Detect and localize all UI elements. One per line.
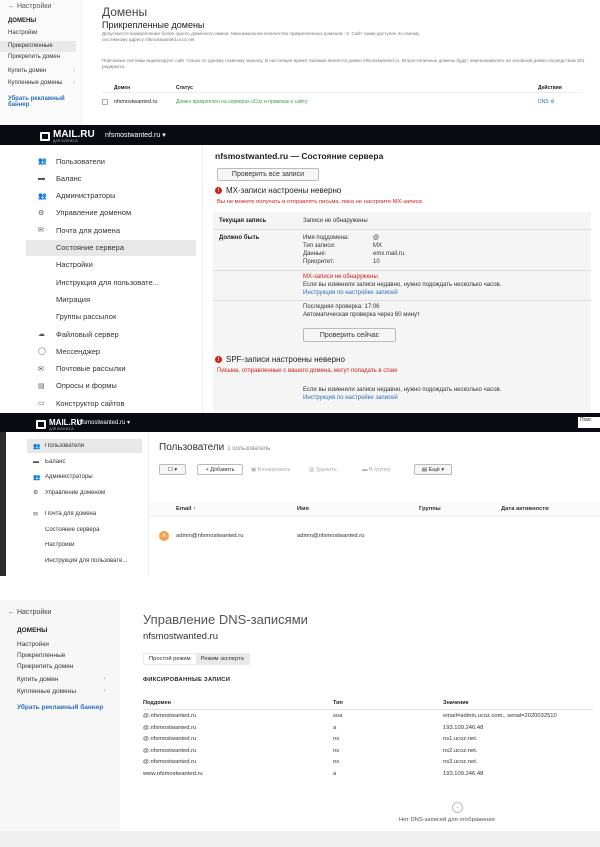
field-data-value: emx.mail.ru. xyxy=(373,251,406,257)
logo-subtext: ДЛЯ БИЗНЕСА xyxy=(49,427,74,431)
spf-warning: Письма, отправленные с вашего домена, могут попадать в спам xyxy=(217,368,397,374)
mx-error-title: MX-записи настроены неверно xyxy=(226,186,342,195)
page-title: nfsmostwanted.ru — Состояние сервера xyxy=(215,151,384,161)
divider xyxy=(213,270,591,271)
sidebar-section-title: ДОМЕНЫ xyxy=(8,18,37,24)
check-all-button[interactable]: Проверить все записи xyxy=(217,168,319,181)
domain-name: nfsmostwanted.ru xyxy=(143,631,218,642)
section-title: Прикрепленные домены xyxy=(102,20,205,30)
more-icon: ▤ xyxy=(421,466,428,473)
logo-mark-icon xyxy=(36,420,46,429)
description: Допускается прикрепление более одного доменного имени. Максимальное количество прикрепленных доменов - 5. Сайт также доступен по своему системному адресу nfsmostwanted.ucoz.net xyxy=(102,31,420,42)
page-title xyxy=(159,442,270,453)
user-email[interactable]: admin@nfsmostwanted.ru xyxy=(176,533,244,539)
remove-banner-link[interactable]: Убрать рекламный баннер xyxy=(8,96,65,108)
tab-expert-mode[interactable]: Режим эксперта xyxy=(200,656,244,662)
col-email[interactable]: Email ↑ xyxy=(176,506,196,512)
should-be-label: Должно быть xyxy=(219,235,260,241)
divider xyxy=(143,709,593,710)
site-icon: ▭ xyxy=(38,400,45,408)
sidebar-item[interactable] xyxy=(26,222,196,238)
folder-icon: ▬ xyxy=(362,466,368,473)
chat-icon: ◯ xyxy=(38,348,46,356)
sidebar-item[interactable] xyxy=(26,170,196,186)
sidebar-item[interactable] xyxy=(26,378,196,394)
logo-text: MAIL.RU xyxy=(49,418,83,427)
footer xyxy=(0,831,600,847)
trash-icon: ▥ xyxy=(309,466,315,473)
mailing-icon: ✉ xyxy=(38,365,44,373)
record-value: email=admin.ucoz.com., serial=2020032510 xyxy=(443,713,557,719)
record-subdomain: @.nfsmostwanted.ru xyxy=(143,747,197,754)
back-link[interactable]: ← Настройки xyxy=(8,609,52,616)
sidebar-item-label: Пользователи xyxy=(45,443,85,449)
delete-button[interactable] xyxy=(309,464,337,475)
sidebar-item-label: Администраторы xyxy=(56,191,116,201)
sidebar-item[interactable] xyxy=(27,554,142,568)
record-subdomain: @.nfsmostwanted.ru xyxy=(143,759,197,765)
field-subdomain-value: @ xyxy=(373,235,380,241)
mail-icon: ✉ xyxy=(38,227,44,235)
left-gutter xyxy=(0,145,26,413)
menu-icon: ⚙ xyxy=(33,490,39,496)
poll-icon: ▤ xyxy=(38,382,45,390)
field-data-label: Данные: xyxy=(303,251,327,257)
sidebar-item[interactable] xyxy=(26,274,196,290)
sidebar-item-label: Пользователи xyxy=(56,156,105,166)
sidebar-item-label: Файловый сервер xyxy=(56,329,119,339)
record-subdomain: @.nfsmostwanted.ru xyxy=(143,713,197,719)
row-checkbox[interactable] xyxy=(102,99,108,105)
logo-text: MAIL.RU xyxy=(53,129,95,140)
last-check: Последняя проверка: 17:06 xyxy=(303,304,380,310)
domain-selector[interactable]: nfsmostwanted.ru ▾ xyxy=(78,420,131,426)
field-subdomain-label: Имя поддомена: xyxy=(303,235,349,241)
page-title: Домены xyxy=(102,5,148,19)
sidebar-item[interactable] xyxy=(26,205,196,221)
empty-message: Нет DNS-записей для отображения xyxy=(399,817,495,823)
gear-icon: ⚙ xyxy=(38,209,45,217)
users-icon: 👥 xyxy=(38,158,47,165)
domain-selector[interactable]: nfsmostwanted.ru ▾ xyxy=(105,132,166,139)
select-all-checkbox[interactable]: ☐ ▾ xyxy=(159,464,186,475)
sidebar-item-label: Баланс xyxy=(56,173,82,183)
sidebar-item-attached[interactable]: Прикрепленные xyxy=(17,652,66,659)
to-group-button[interactable] xyxy=(362,464,391,475)
record-subdomain: www.nfsmostwanted.ru xyxy=(143,770,203,777)
mirror-note: Поисковые системы индексируют сайт только по одному главному зеркалу. В настоящее время таковым является домен nfsmostwanted.ru. Второстепенные домены будут перенаправлять на основной домен посредством 301 редиректа. xyxy=(102,58,585,69)
record-value: 193.109.246.48 xyxy=(443,724,484,731)
main-content xyxy=(84,0,600,125)
mx-warning: Вы не можете получать и отправлять письма, пока не настроите MX-записи. xyxy=(217,199,424,205)
mode-tabs xyxy=(143,653,250,665)
col-status: Статус xyxy=(176,85,193,91)
spf-error-title: SPF-записи настроены неверно xyxy=(226,355,345,364)
domains-panel xyxy=(0,0,600,125)
user-count: 1 пользователь xyxy=(227,446,271,452)
top-bar xyxy=(0,125,600,145)
domain-name: nfsmostwanted.ru xyxy=(114,99,158,105)
cloud-icon: ☁ xyxy=(38,331,45,338)
chevron-right-icon: › xyxy=(104,676,106,682)
menu-icon: 👥 xyxy=(33,443,41,450)
divider xyxy=(213,300,591,301)
sidebar-item-settings[interactable]: Настройки xyxy=(17,641,49,648)
col-subdomain: Поддомен xyxy=(143,700,171,706)
col-groups[interactable]: Группы xyxy=(419,506,441,512)
mx-details-box xyxy=(213,212,591,412)
sidebar-item-label: Группы рассылок xyxy=(56,312,117,322)
mx-not-found: MX-записи не обнаружены xyxy=(303,274,378,280)
error-icon: ! xyxy=(215,187,222,194)
admins-icon: 👥 xyxy=(38,192,47,200)
sidebar-item[interactable] xyxy=(26,395,196,411)
field-priority-label: Приоритет: xyxy=(303,259,335,265)
wallet-icon: ▬ xyxy=(38,174,45,182)
more-label: Ещё xyxy=(428,466,440,473)
sidebar-item[interactable] xyxy=(27,486,142,500)
record-type: ns xyxy=(333,759,340,765)
mailru-logo[interactable] xyxy=(40,130,95,143)
sidebar-item-bought-domains[interactable]: Купленные домены xyxy=(17,688,76,695)
record-value: ns2.ucoz.net. xyxy=(443,747,478,754)
logo-mark-icon xyxy=(40,132,50,141)
record-type: ns xyxy=(333,747,340,754)
logo-subtext: ДЛЯ БИЗНЕСА xyxy=(53,139,78,143)
fixed-records-title: ФИКСИРОВАННЫЕ ЗАПИСИ xyxy=(143,677,231,683)
sidebar-item-label: Управление доменом xyxy=(56,208,132,218)
sidebar-item-label: Мессенджер xyxy=(56,346,101,356)
users-panel xyxy=(0,413,600,576)
sidebar xyxy=(0,600,120,831)
col-type: Тип xyxy=(333,700,343,706)
instructions-link[interactable]: Инструкция по настройке записей xyxy=(303,290,398,296)
sidebar-item-label: Опросы и формы xyxy=(56,381,117,391)
field-type-label: Тип записи: xyxy=(303,243,336,249)
menu-icon: ✉ xyxy=(33,511,39,518)
sidebar-item-label: Почта для домена xyxy=(56,225,120,235)
sidebar-item[interactable] xyxy=(27,523,142,537)
sidebar-item[interactable] xyxy=(27,507,142,521)
sidebar-item-attach-domain[interactable]: Прикрепить домен xyxy=(17,663,74,670)
sidebar-item-label: Почтовые рассылки xyxy=(56,364,126,374)
dns-label: DNS xyxy=(538,99,549,105)
lock-icon: ▣ xyxy=(251,466,257,473)
sidebar-item[interactable] xyxy=(27,538,142,552)
sidebar-item-label: Состояние сервера xyxy=(45,526,100,533)
instructions-link[interactable]: Инструкция по настройке записей xyxy=(303,395,398,401)
more-button[interactable]: ▤ Ещё ▾ xyxy=(414,464,452,475)
sidebar-item[interactable] xyxy=(27,455,142,469)
top-bar xyxy=(0,413,600,432)
sidebar-item-attach-domain[interactable]: Прикрепить домен xyxy=(8,54,61,60)
col-name[interactable]: Имя xyxy=(297,506,309,512)
domain-status: Домен прикреплен на серверах uCoz и привязан к сайту xyxy=(176,99,308,105)
record-type: a xyxy=(333,724,337,731)
menu-icon: ▬ xyxy=(33,458,39,465)
sidebar-item-attached[interactable]: Прикрепленные xyxy=(0,41,76,52)
current-record-value: Записи не обнаружены xyxy=(303,218,368,224)
wait-hint: Если вы изменили записи недавно, нужно подождать несколько часов. xyxy=(303,387,502,393)
title-text: Пользователи xyxy=(159,442,225,453)
sidebar-item[interactable] xyxy=(26,343,196,359)
record-type: a xyxy=(333,770,337,777)
dns-action-link[interactable] xyxy=(538,99,554,105)
sidebar-item-label: Управление доменом xyxy=(45,489,106,496)
wait-hint: Если вы изменили записи недавно, нужно подождать несколько часов. xyxy=(303,282,502,288)
block-label: Блокировать xyxy=(257,466,291,473)
error-icon: ! xyxy=(215,356,222,363)
record-value: ns1.ucoz.net. xyxy=(443,736,478,742)
chevron-right-icon: › xyxy=(73,68,75,74)
sidebar-item-label: Миграция xyxy=(56,294,91,304)
search-input[interactable]: Поис xyxy=(578,417,600,428)
sidebar-item-label: Инструкция для пользовате... xyxy=(45,557,128,564)
back-link[interactable]: ← Настройки xyxy=(8,3,52,10)
col-domain: Домен xyxy=(114,85,131,91)
sidebar-item-label: Администраторы xyxy=(45,474,93,480)
field-type-value: MX xyxy=(373,243,382,249)
divider xyxy=(213,229,591,230)
sidebar-item-bought-domains[interactable]: Купленные домены xyxy=(8,80,63,86)
sidebar-section-title: ДОМЕНЫ xyxy=(17,627,48,634)
sidebar-item[interactable] xyxy=(26,326,196,342)
main-content xyxy=(121,600,600,831)
sidebar-item-buy-domain[interactable]: Купить домен xyxy=(8,68,47,74)
current-record-label: Текущая запись xyxy=(219,218,267,224)
sidebar-item[interactable] xyxy=(27,470,142,484)
sidebar-item-label: Инструкция для пользовате... xyxy=(56,277,159,287)
block-button[interactable] xyxy=(251,464,290,475)
dns-panel xyxy=(0,600,600,847)
sidebar-item-label: Состояние сервера xyxy=(56,243,125,252)
auto-check: Автоматическая проверка через 60 минут xyxy=(303,312,420,318)
to-group-label: В группу xyxy=(369,466,391,473)
main-content xyxy=(202,145,600,413)
record-value: 193.109.246.48 xyxy=(443,770,484,777)
settings-icon: ⚙ xyxy=(549,99,555,105)
record-subdomain: @.nfsmostwanted.ru xyxy=(143,736,197,742)
sidebar-item[interactable] xyxy=(26,291,196,307)
record-type: soa xyxy=(333,713,343,719)
sidebar-item-settings[interactable]: Настройки xyxy=(8,30,38,36)
menu-icon: 👥 xyxy=(33,474,41,481)
sidebar-item-label: Конструктор сайтов xyxy=(56,398,125,408)
sidebar-item[interactable] xyxy=(26,240,196,256)
chevron-right-icon: › xyxy=(73,80,75,86)
add-button[interactable]: + Добавить xyxy=(197,464,243,475)
field-priority-value: 10 xyxy=(373,259,380,265)
sidebar-item[interactable] xyxy=(26,361,196,377)
sidebar-item-buy-domain[interactable]: Купить домен xyxy=(17,676,59,683)
mx-error-heading xyxy=(215,186,341,195)
sidebar-item-label: Настройки xyxy=(56,260,93,270)
record-value: ns3.ucoz.net. xyxy=(443,759,478,765)
user-name: admin@nfsmostwanted.ru xyxy=(297,533,365,539)
sidebar-item[interactable] xyxy=(26,257,196,273)
empty-icon: – xyxy=(452,802,463,813)
chevron-right-icon: › xyxy=(104,688,106,694)
record-subdomain: @.nfsmostwanted.ru xyxy=(143,724,197,731)
main-content xyxy=(148,432,600,576)
col-actions: Действия xyxy=(538,85,562,91)
sidebar-item[interactable] xyxy=(26,188,196,204)
sidebar-item[interactable] xyxy=(27,439,142,453)
delete-label: Удалить xyxy=(315,466,337,473)
sidebar-item[interactable] xyxy=(26,153,196,169)
remove-banner-link[interactable]: Убрать рекламный баннер xyxy=(17,704,104,711)
record-type: ns xyxy=(333,736,340,742)
check-now-button[interactable]: Проверить сейчас xyxy=(303,328,396,342)
col-activity[interactable]: Дата активности xyxy=(501,506,549,512)
divider xyxy=(102,92,582,93)
sidebar-item-label: Баланс xyxy=(45,458,66,465)
spf-error-heading xyxy=(215,355,345,364)
sidebar-item-label: Настройки xyxy=(45,542,75,548)
tab-simple-mode[interactable]: Простой режим xyxy=(144,654,196,664)
left-edge xyxy=(0,432,6,576)
page-title: Управление DNS-записями xyxy=(143,612,308,627)
server-status-panel xyxy=(0,125,600,413)
avatar: A xyxy=(159,531,169,541)
col-value: Значение xyxy=(443,700,469,706)
sidebar xyxy=(0,0,82,125)
sidebar-item-label: Почта для домена xyxy=(45,511,97,517)
sidebar-item[interactable] xyxy=(26,309,196,325)
mailru-logo[interactable] xyxy=(36,418,82,431)
